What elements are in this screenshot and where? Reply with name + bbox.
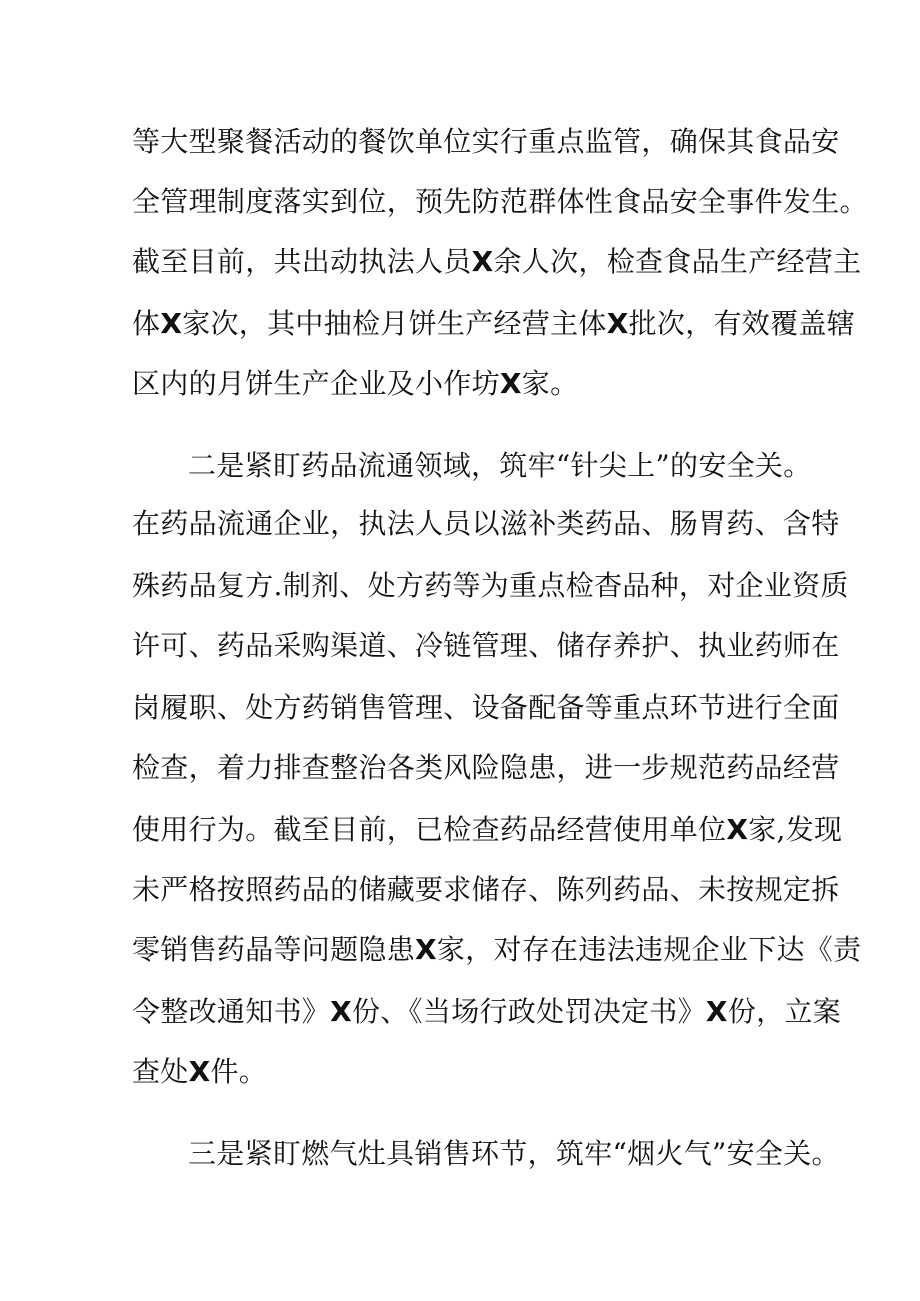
text-line: 查处X件。 (132, 1055, 268, 1088)
section-heading-line: 三是紧盯燃气灶具销售环节，筑牢“烟火气”安全关。 (188, 1137, 840, 1170)
text-line: 零销售药晶等问题隐患X家，对存在违法违规企业下达《责 (132, 933, 862, 966)
text-line: 未严格按照药品的储藏要求储存、陈列药品、未按规定拆 (132, 873, 840, 906)
text-line: 使用行为。截至目前，已检查药品经营使用单位X家,发现 (132, 813, 843, 846)
text-line: 令整改通知书》X份、《当场行政处罚决定书》X份，立案 (132, 995, 841, 1028)
text-line: 在药品流通企业，执法人员以滋补类药品、肠胃药、含特 (132, 507, 840, 540)
text-line: 岗履职、处方药销售管理、设备配备等重点环节进行全面 (132, 691, 840, 724)
text-line: 区内的月饼生产企业及小作坊X家。 (132, 367, 579, 400)
text-line: 截至目前，共出动执法人员X余人次，检查食品生产经营主 (132, 245, 862, 278)
text-line: 殊药品复方.制剂、处方药等为重点检杳品种，对企业资质 (132, 569, 849, 602)
text-line: 全管理制度落实到位，预先防范群体性食品安全事件发生。 (132, 185, 868, 218)
text-line: 许可、药品采购渠道、冷链管理、储存养护、执业药师在 (132, 629, 840, 662)
section-heading-line: 二是紧盯药品流通领域，筑牢“针尖上”的安全关。 (188, 449, 812, 482)
text-line: 等大型聚餐活动的餐饮单位实行重点监管，确保其食品安 (132, 125, 840, 158)
text-line: 检查，着力排查整治各类风险隐患，进一步规范药品经营 (132, 751, 840, 784)
text-line: 体X家次，其中抽检月饼生产经营主体X批次，有效覆盖辖 (132, 307, 856, 340)
